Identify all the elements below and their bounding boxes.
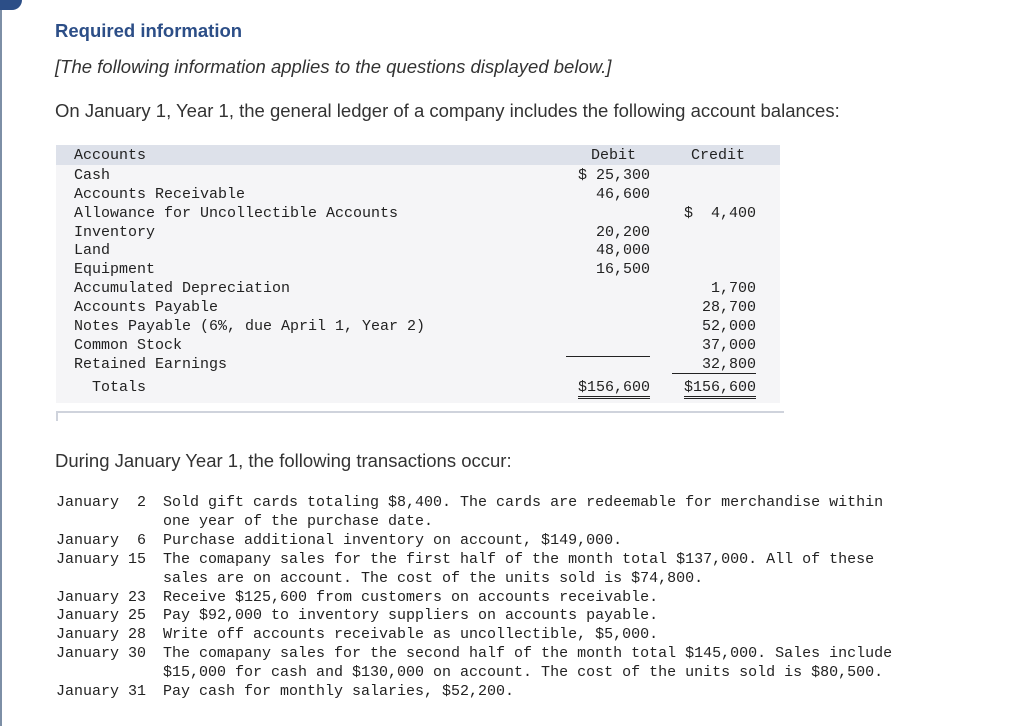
credit-amount: $ 4,400: [683, 204, 756, 222]
credit-amount: 28,700: [701, 298, 756, 316]
account-name: Land: [74, 242, 111, 260]
total-debit: $156,600: [578, 379, 650, 399]
transaction-text: Purchase additional inventory on account, $149,000.: [163, 531, 623, 549]
ledger-row: [56, 297, 780, 316]
account-name: Notes Payable (6%, due April 1, Year 2): [74, 317, 426, 335]
transaction-date: January 31: [56, 683, 147, 700]
transaction-date: January 2: [56, 494, 147, 511]
debit-amount: 48,000: [595, 242, 650, 260]
transaction-date: January 15: [56, 550, 147, 568]
account-name: Allowance for Uncollectible Accounts: [74, 204, 399, 222]
credit-header: Credit: [691, 147, 746, 164]
transaction-text: $15,000 for cash and $130,000 on account. The cost of the units sold is $80,500.: [163, 664, 884, 682]
transaction-text: Pay $92,000 to inventory suppliers on accounts payable.: [163, 607, 659, 625]
ledger-bottom-edge: [56, 411, 784, 421]
ledger-row: [56, 354, 780, 373]
account-name: Common Stock: [74, 336, 183, 354]
transactions-intro: During January Year 1, the following transactions occur:: [55, 450, 512, 471]
account-name: Cash: [74, 167, 111, 184]
debit-amount: 46,600: [595, 185, 650, 203]
ledger-row: [56, 316, 780, 335]
credit-amount: 52,000: [701, 317, 756, 335]
debit-amount: [566, 356, 650, 357]
corner-tab: [0, 0, 22, 10]
transaction-text: Pay cash for monthly salaries, $52,200.: [163, 683, 515, 700]
required-information-heading: Required information: [55, 20, 243, 41]
totals-row: [56, 377, 780, 396]
transaction-date: January 25: [56, 607, 147, 625]
debit-amount: $ 25,300: [577, 167, 650, 184]
ledger-row: [56, 259, 780, 278]
account-name: Equipment: [74, 261, 156, 279]
transaction-text: The comapany sales for the first half of the month total $137,000. All of these: [163, 550, 875, 568]
debit-header: Debit: [591, 147, 637, 164]
transaction-date: January 30: [56, 645, 147, 663]
ledger-row: [56, 335, 780, 354]
debit-amount: 16,500: [595, 261, 650, 279]
credit-amount: 37,000: [701, 336, 756, 354]
transaction-text: one year of the purchase date.: [163, 512, 434, 530]
transaction-text: Sold gift cards totaling $8,400. The cards are redeemable for merchandise within: [163, 494, 884, 511]
debit-amount: 20,200: [595, 223, 650, 241]
ledger-row: [56, 203, 780, 222]
transaction-date: January 28: [56, 626, 147, 644]
instructions-note: [The following information applies to the questions displayed below.]: [55, 56, 612, 77]
ledger-row: [56, 184, 780, 203]
ledger-row: [56, 278, 780, 297]
account-name: Accumulated Depreciation: [74, 280, 291, 298]
ledger-row: [56, 222, 780, 241]
transaction-text: sales are on account. The cost of the units sold is $74,800.: [163, 569, 704, 587]
transaction-text: Receive $125,600 from customers on accounts receivable.: [163, 588, 659, 606]
account-name: Accounts Payable: [74, 298, 219, 316]
ledger-intro: On January 1, Year 1, the general ledger of a company includes the following account balances:: [55, 100, 840, 121]
accounts-header: Accounts: [74, 147, 147, 164]
credit-amount: 1,700: [710, 280, 756, 298]
account-name: Accounts Receivable: [74, 185, 246, 203]
account-name: Inventory: [74, 223, 156, 241]
transaction-text: Write off accounts receivable as uncollectible, $5,000.: [163, 626, 659, 644]
ledger-table: [56, 145, 780, 403]
transaction-date: January 6: [56, 531, 147, 549]
transaction-date: January 23: [56, 588, 147, 606]
ledger-row: [56, 165, 780, 184]
totals-label: Totals: [92, 379, 147, 397]
ledger-header-row: [56, 145, 780, 165]
transaction-text: The comapany sales for the second half of the month total $145,000. Sales include: [163, 645, 893, 663]
ledger-row: [56, 240, 780, 259]
left-border: [0, 0, 2, 726]
credit-amount: 32,800: [672, 356, 756, 374]
total-credit: $156,600: [684, 379, 756, 399]
account-name: Retained Earnings: [74, 355, 228, 373]
